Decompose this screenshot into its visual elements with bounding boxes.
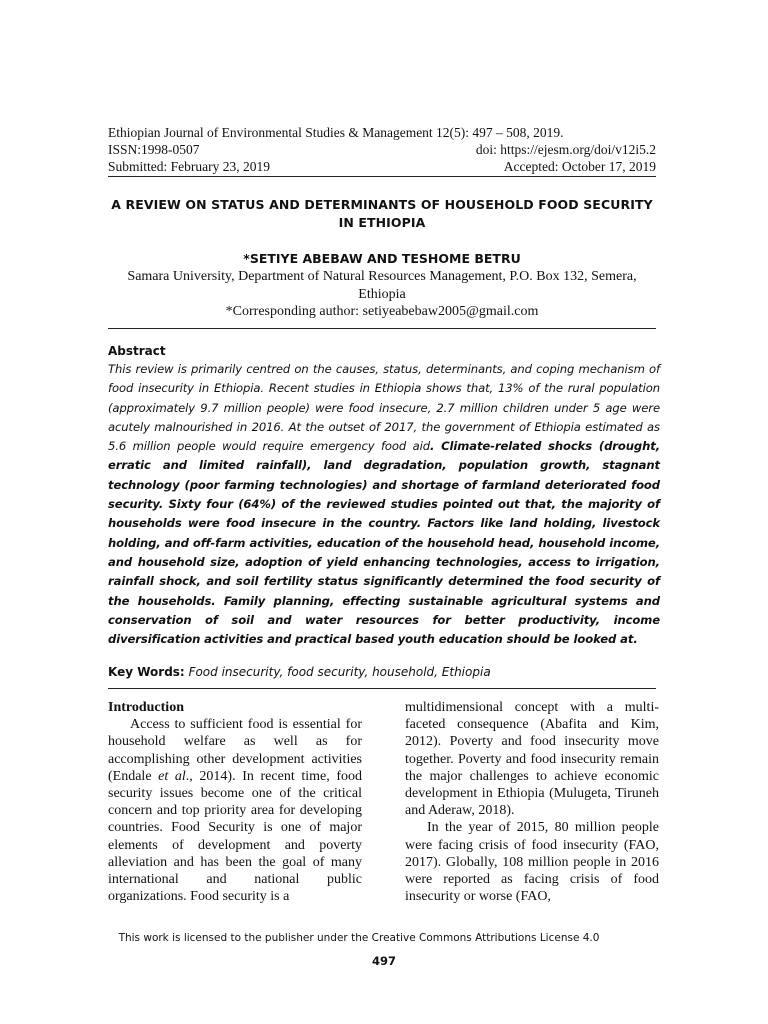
intro-paragraph-3: In the year of 2015, 80 million people were facing crisis of food insecurity (FAO, 2017). Globally, 108 million people in 2016 were reported as facing crisis of food insecurity or worse (FAO, [405, 820, 659, 905]
abstract-text-2: . Climate-related shocks (drought, erratic and limited rainfall), land degradation, population growth, stagnant technology (poor farming technologies) and shortage of farmland deteriorated food security [108, 439, 660, 512]
accepted-date: Accepted: October 17, 2019 [503, 159, 656, 174]
introduction-left-column [108, 699, 362, 905]
intro-paragraph-2: multidimensional concept with a multi-faceted consequence (Abafita and Kim, 2012). Poverty and food insecurity move together. Poverty and food insecurity remain the major challenges to achieve economic development in Ethiopia (Mulugeta, Tiruneh and Aderaw, 2018). [405, 700, 659, 819]
journal-header [108, 124, 656, 175]
title-divider [108, 328, 656, 329]
abstract-text-4: . Factors like land holding, livestock holding, and off-farm activities, education of the household head, household income, and household size, adoption of yield enhancing technologies, access to irrigation, rainfall shock, and soil fertility status significantly determined the food security of the households [108, 516, 661, 608]
keywords-divider [108, 688, 656, 689]
keywords [108, 663, 660, 681]
abstract-heading: Abstract [108, 344, 166, 358]
submitted-date: Submitted: February 23, 2019 [108, 159, 270, 174]
intro-etal: et al [158, 768, 186, 784]
paper-title: A REVIEW ON STATUS AND DETERMINANTS OF HOUSEHOLD FOOD SECURITY IN ETHIOPIA [111, 197, 653, 230]
doi-link[interactable]: doi: https://ejesm.org/doi/v12i5.2 [475, 142, 656, 157]
introduction-right-column [405, 699, 659, 905]
authors: *SETIYE ABEBAW AND TESHOME BETRU [243, 251, 521, 266]
corresponding-author[interactable]: *Corresponding author: setiyeabebaw2005@gmail.com [225, 304, 539, 319]
abstract-text-1: This review is primarily centred on the causes, status, determinants, and coping mechanism of food insecurity in Ethiopia. Recent studies in Ethiopia shows that, 13% of the rural population (approximately 9.7 million people) were food insecure, 2.7 million children under 5 age were acutely malnourished in 2016. At the outset of 2017, the government of Ethiopia estimated as 5.6 million people would require emergency food aid [108, 362, 660, 454]
intro-text-1: Access to sufficient food is essential for household welfare as well as for accomplishing other development activities (Endale [108, 717, 362, 784]
abstract-text-5: . Family planning, effecting sustainable agricultural systems and conservation of soil and water resources for better productivity, income diversification activities and practical based youth education should be looked at [108, 593, 660, 647]
abstract-body [108, 360, 660, 649]
abstract-text-3: . Sixty four (64%) of the reviewed studies pointed out that, the majority of households were food insecure in the country [108, 497, 660, 531]
abstract-text-6: . [633, 632, 638, 647]
keywords-value: Food insecurity, food security, household, Ethiopia [188, 665, 491, 679]
affiliation-block [108, 268, 656, 321]
intro-text-2: ., 2014). In recent time, food security issues become one of the critical concern and top priority area for developing countries. Food Security is one of major elements of development and poverty alleviation and has been the goal of many international and national public organizations. Food security is a [108, 768, 363, 905]
issn: ISSN:1998-0507 [108, 142, 200, 157]
keywords-label: Key Words: [108, 665, 185, 679]
intro-paragraph-1 [108, 716, 362, 905]
license-notice: This work is licensed to the publisher under the Creative Commons Attributions License 4.0 [118, 932, 600, 944]
header-divider [108, 176, 656, 177]
introduction-heading: Introduction [108, 700, 184, 715]
page-number: 497 [371, 954, 396, 968]
affiliation: Samara University, Department of Natural Resources Management, P.O. Box 132, Semera, Ethiopia [127, 269, 637, 302]
journal-citation: Ethiopian Journal of Environmental Studies & Management 12(5): 497 – 508, 2019. [108, 125, 564, 140]
